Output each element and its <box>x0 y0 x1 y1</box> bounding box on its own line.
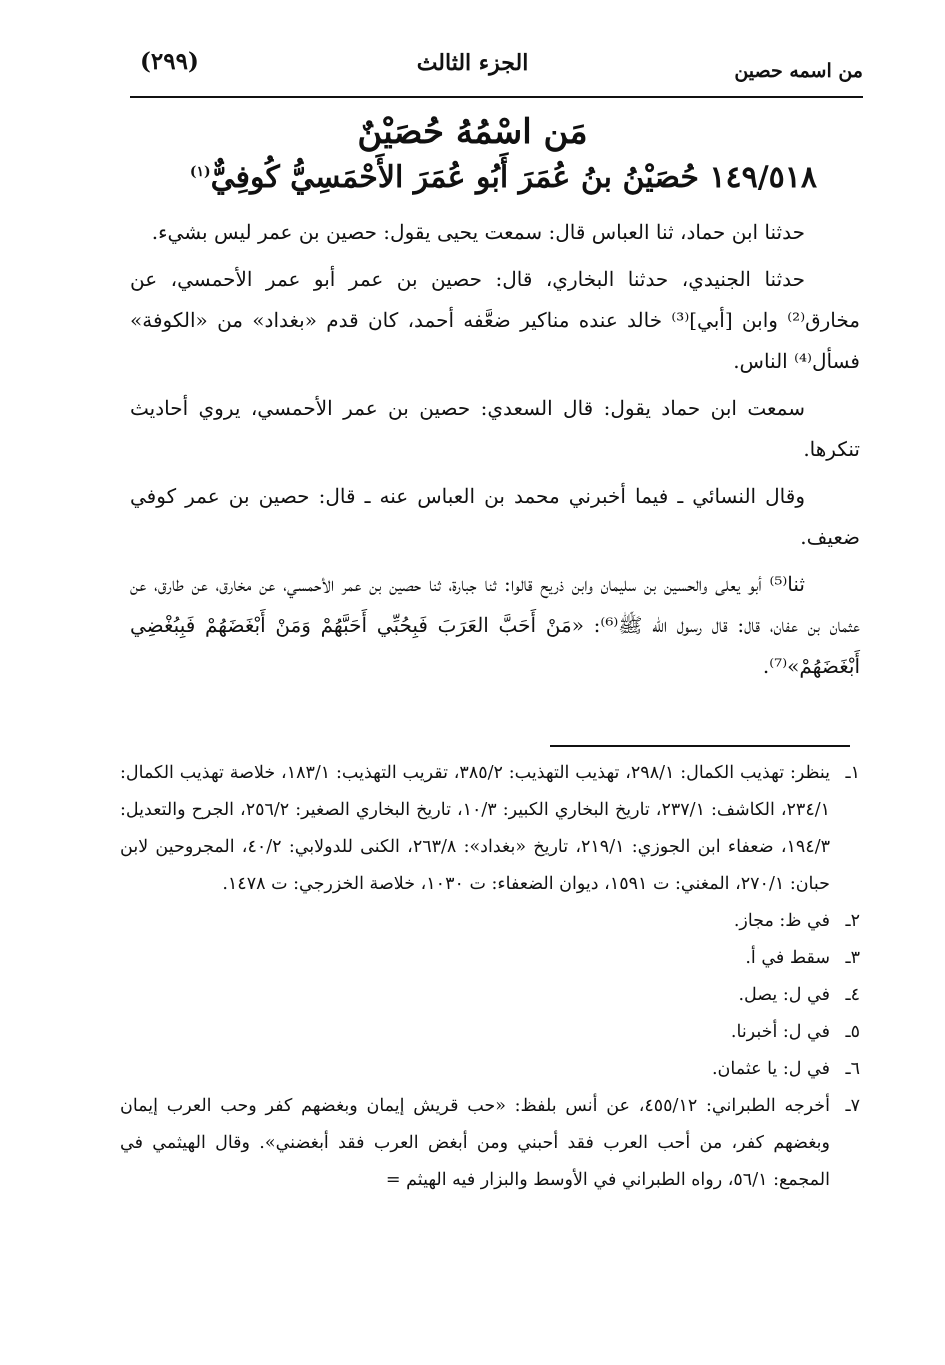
entry-title-text: ١٤٩/٥١٨ حُصَيْنُ بنُ عُمَرَ أَبُو عُمَرَ الأَحْمَسِيُّ كُوفِيٌّ <box>210 160 817 195</box>
footnote-number: ١ـ <box>845 763 860 783</box>
footnote <box>120 755 860 903</box>
footnote-text: أخرجه الطبراني: ٤٥٥/١٢، عن أنس بلفظ: «حب قريش إيمان وبغضهم كفر وحب العرب إيمان وبغضهم كفر، من أحب العرب فقد أحبني ومن أبغض العرب فقد أبغضني». وقال الهيثمي في المجمع: ٥٦/١، رواه الطبراني في الأوسط والبزار فيه الهيثم = <box>120 1096 830 1190</box>
footnote-text: ينظر: تهذيب الكمال: ٢٩٨/١، تهذيب التهذيب: ٣٨٥/٢، تقريب التهذيب: ١٨٣/١، خلاصة تهذيب الكمال: ٢٣٤/١، الكاشف: ٢٣٧/١، تاريخ البخاري الكبير: ١٠/٣، تاريخ البخاري الصغير: ٢٥٦/٢، الجرح والتعديل: ١٩٤/٣، ضعفاء ابن الجوزي: ٢١٩/١، تاريخ «بغداد»: ٢٦٣/٨، الكنى للدولابي: ٤٠/٢، المجروحين لابن حبان: ٢٧٠/١، المغني: ت ١٥٩١، ديوان الضعفاء: ت ١٠٣٠، خلاصة الخزرجي: ت ١٤٧٨. <box>120 763 831 894</box>
page-number: (٢٩٩) <box>140 48 199 75</box>
footnote <box>120 940 860 977</box>
entry-title <box>130 160 817 195</box>
footnote <box>120 1088 860 1199</box>
footnote <box>120 903 860 940</box>
running-section: من اسمه حصين <box>734 60 863 82</box>
footnote-rule <box>550 745 850 747</box>
section-title: مَن اسْمُهُ حُصَيْنٌ <box>357 112 588 152</box>
paragraph: حدثنا ابن حماد، ثنا العباس قال: سمعت يحيى يقول: حصين بن عمر ليس بشيء. <box>151 220 805 244</box>
footnote-text: في ل: يصل. <box>738 985 830 1005</box>
footnote-number: ٥ـ <box>845 1022 860 1042</box>
footnote-number: ٤ـ <box>845 985 860 1005</box>
footnote <box>120 1051 860 1088</box>
footnote-text: في ظ: مجاز. <box>733 911 830 931</box>
paragraph: وقال النسائي ـ فيما أخبرني محمد بن العباس عنه ـ قال: حصين بن عمر كوفي ضعيف. <box>130 484 860 549</box>
footnotes <box>120 755 860 1199</box>
volume-label: الجزء الثالث <box>416 50 529 76</box>
paragraph: ثنا⁽⁵⁾ أبو يعلى والحسين بن سليمان وابن ذريح قالوا: ثنا جبارة، ثنا حصين بن عمر الأحمسي، عن مخارق، عن طارق، عن عثمان بن عفان، قال: قال رسول الله ﷺ⁽⁶⁾: «مَنْ أَحَبَّ العَرَبَ فَبِحُبِّي أَحَبَّهُمْ وَمَنْ أَبْغَضَهُمْ فَبِبُغْضِي أَبْغَضَهُمْ»⁽⁷⁾. <box>130 572 860 678</box>
entry-title-note: (١) <box>189 164 211 180</box>
footnote-text: في ل: يا عثمان. <box>711 1059 830 1079</box>
footnote-number: ٧ـ <box>845 1096 860 1116</box>
header-rule <box>130 96 863 98</box>
footnote-number: ٢ـ <box>845 911 860 931</box>
footnote-number: ٣ـ <box>845 948 860 968</box>
footnote <box>120 977 860 1014</box>
paragraph: سمعت ابن حماد يقول: قال السعدي: حصين بن عمر الأحمسي، يروي أحاديث تنكرها. <box>130 396 860 461</box>
footnote <box>120 1014 860 1051</box>
footnote-text: سقط في أ. <box>745 948 830 968</box>
body-text <box>130 212 860 693</box>
paragraph: حدثنا الجنيدي، حدثنا البخاري، قال: حصين بن عمر أبو عمر الأحمسي، عن مخارق⁽²⁾ وابن [أبي]⁽³⁾ خالد عنده مناكير ضعَّفه أحمد، كان قدم «بغداد» من «الكوفة» فسأل⁽⁴⁾ الناس. <box>130 267 860 373</box>
footnote-number: ٦ـ <box>845 1059 860 1079</box>
footnote-text: في ل: أخبرنا. <box>730 1022 830 1042</box>
